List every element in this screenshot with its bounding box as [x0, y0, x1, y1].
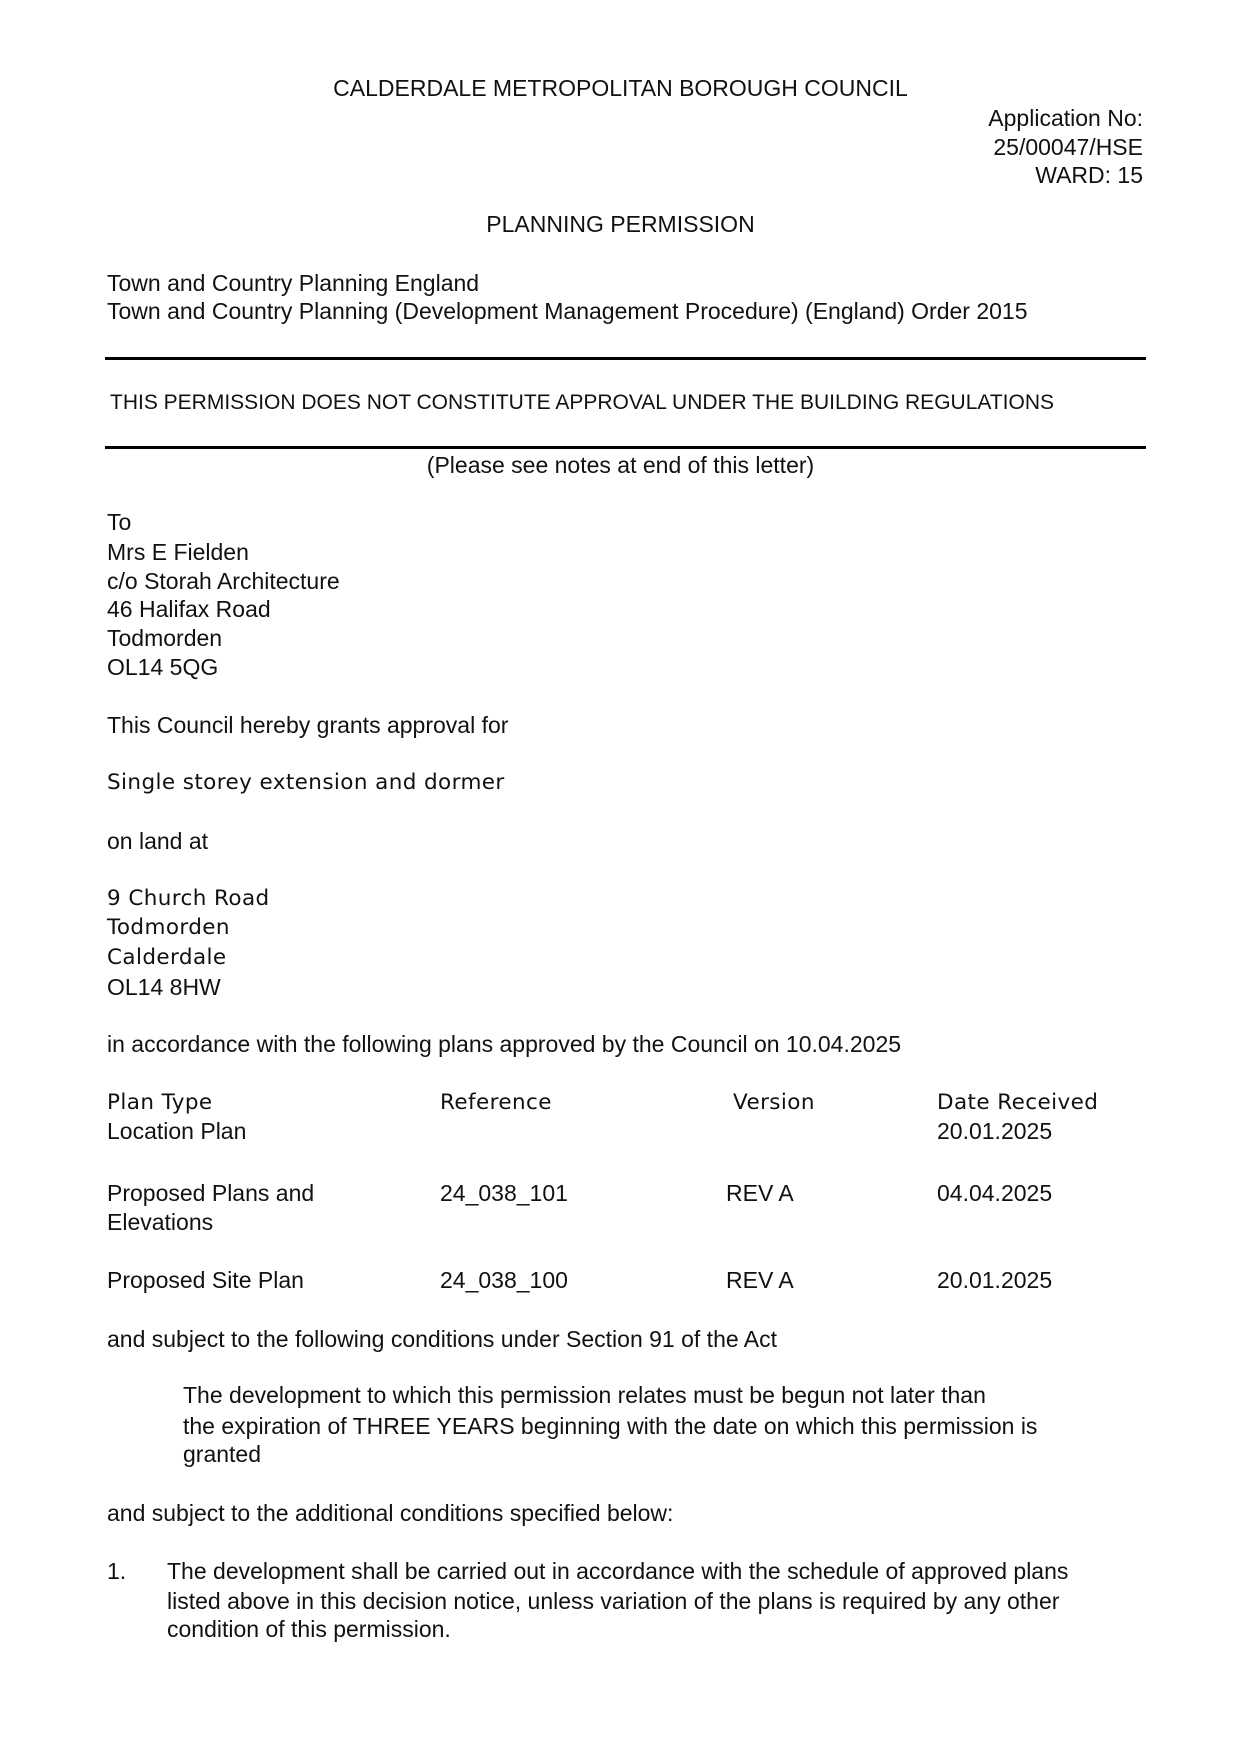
table-cell-type: Proposed Plans and — [107, 1180, 315, 1206]
table-header: Reference — [440, 1090, 552, 1115]
table-cell-reference: 24_038_100 — [440, 1267, 568, 1293]
table-header: Plan Type — [107, 1090, 213, 1115]
table-cell-reference: 24_038_101 — [440, 1180, 568, 1206]
condition-text: The development shall be carried out in accordance with the schedule of approved plans — [167, 1558, 1069, 1584]
table-cell-type: Proposed Site Plan — [107, 1267, 304, 1293]
table-cell-type: Location Plan — [107, 1118, 247, 1144]
additional-conditions-intro: and subject to the additional conditions specified below: — [107, 1500, 674, 1526]
section91-text: granted — [183, 1441, 262, 1467]
condition-text: listed above in this decision notice, unless variation of the plans is required by any other — [167, 1588, 1060, 1614]
notes-reference: (Please see notes at end of this letter) — [426, 452, 815, 478]
recipient-line: Mrs E Fielden — [107, 539, 249, 565]
recipient-line: c/o Storah Architecture — [107, 568, 340, 594]
council-name: CALDERDALE METROPOLITAN BOROUGH COUNCIL — [333, 75, 908, 101]
application-no-label: Application No: — [988, 105, 1143, 131]
site-address-line: OL14 8HW — [107, 974, 221, 1000]
act-line: Town and Country Planning England — [107, 270, 480, 296]
condition-text: condition of this permission. — [167, 1616, 451, 1642]
site-address-line: 9 Church Road — [107, 886, 270, 911]
divider — [105, 446, 1146, 449]
application-no: 25/00047/HSE — [993, 134, 1143, 160]
table-cell-version: REV A — [726, 1180, 794, 1206]
condition-number: 1. — [107, 1558, 127, 1584]
recipient-line: Todmorden — [107, 625, 223, 651]
ward: WARD: 15 — [1035, 162, 1143, 188]
recipient-to: To — [107, 509, 132, 535]
section91-intro: and subject to the following conditions under Section 91 of the Act — [107, 1326, 777, 1352]
site-address-line: Todmorden — [107, 915, 230, 940]
table-cell-type: Elevations — [107, 1209, 214, 1235]
table-cell-date: 20.01.2025 — [937, 1267, 1053, 1293]
table-header: Date Received — [937, 1090, 1099, 1115]
section91-text: the expiration of THREE YEARS beginning with the date on which this permission is — [183, 1413, 1038, 1439]
site-address-line: Calderdale — [107, 945, 227, 970]
table-cell-version: REV A — [726, 1267, 794, 1293]
table-cell-date: 20.01.2025 — [937, 1118, 1053, 1144]
building-regs-notice: THIS PERMISSION DOES NOT CONSTITUTE APPROVAL UNDER THE BUILDING REGULATIONS — [110, 391, 1054, 414]
proposal: Single storey extension and dormer — [107, 770, 505, 795]
table-cell-date: 04.04.2025 — [937, 1180, 1053, 1206]
section91-text: The development to which this permission relates must be begun not later than — [183, 1382, 986, 1408]
act-line: Town and Country Planning (Development Management Procedure) (England) Order 2015 — [107, 298, 1028, 324]
recipient-line: OL14 5QG — [107, 654, 219, 680]
divider — [105, 357, 1146, 360]
grant-intro: This Council hereby grants approval for — [107, 712, 509, 738]
page-title: PLANNING PERMISSION — [486, 211, 755, 237]
plans-intro: in accordance with the following plans approved by the Council on 10.04.2025 — [107, 1031, 902, 1057]
recipient-line: 46 Halifax Road — [107, 596, 271, 622]
table-header: Version — [733, 1090, 815, 1115]
land-intro: on land at — [107, 828, 209, 854]
